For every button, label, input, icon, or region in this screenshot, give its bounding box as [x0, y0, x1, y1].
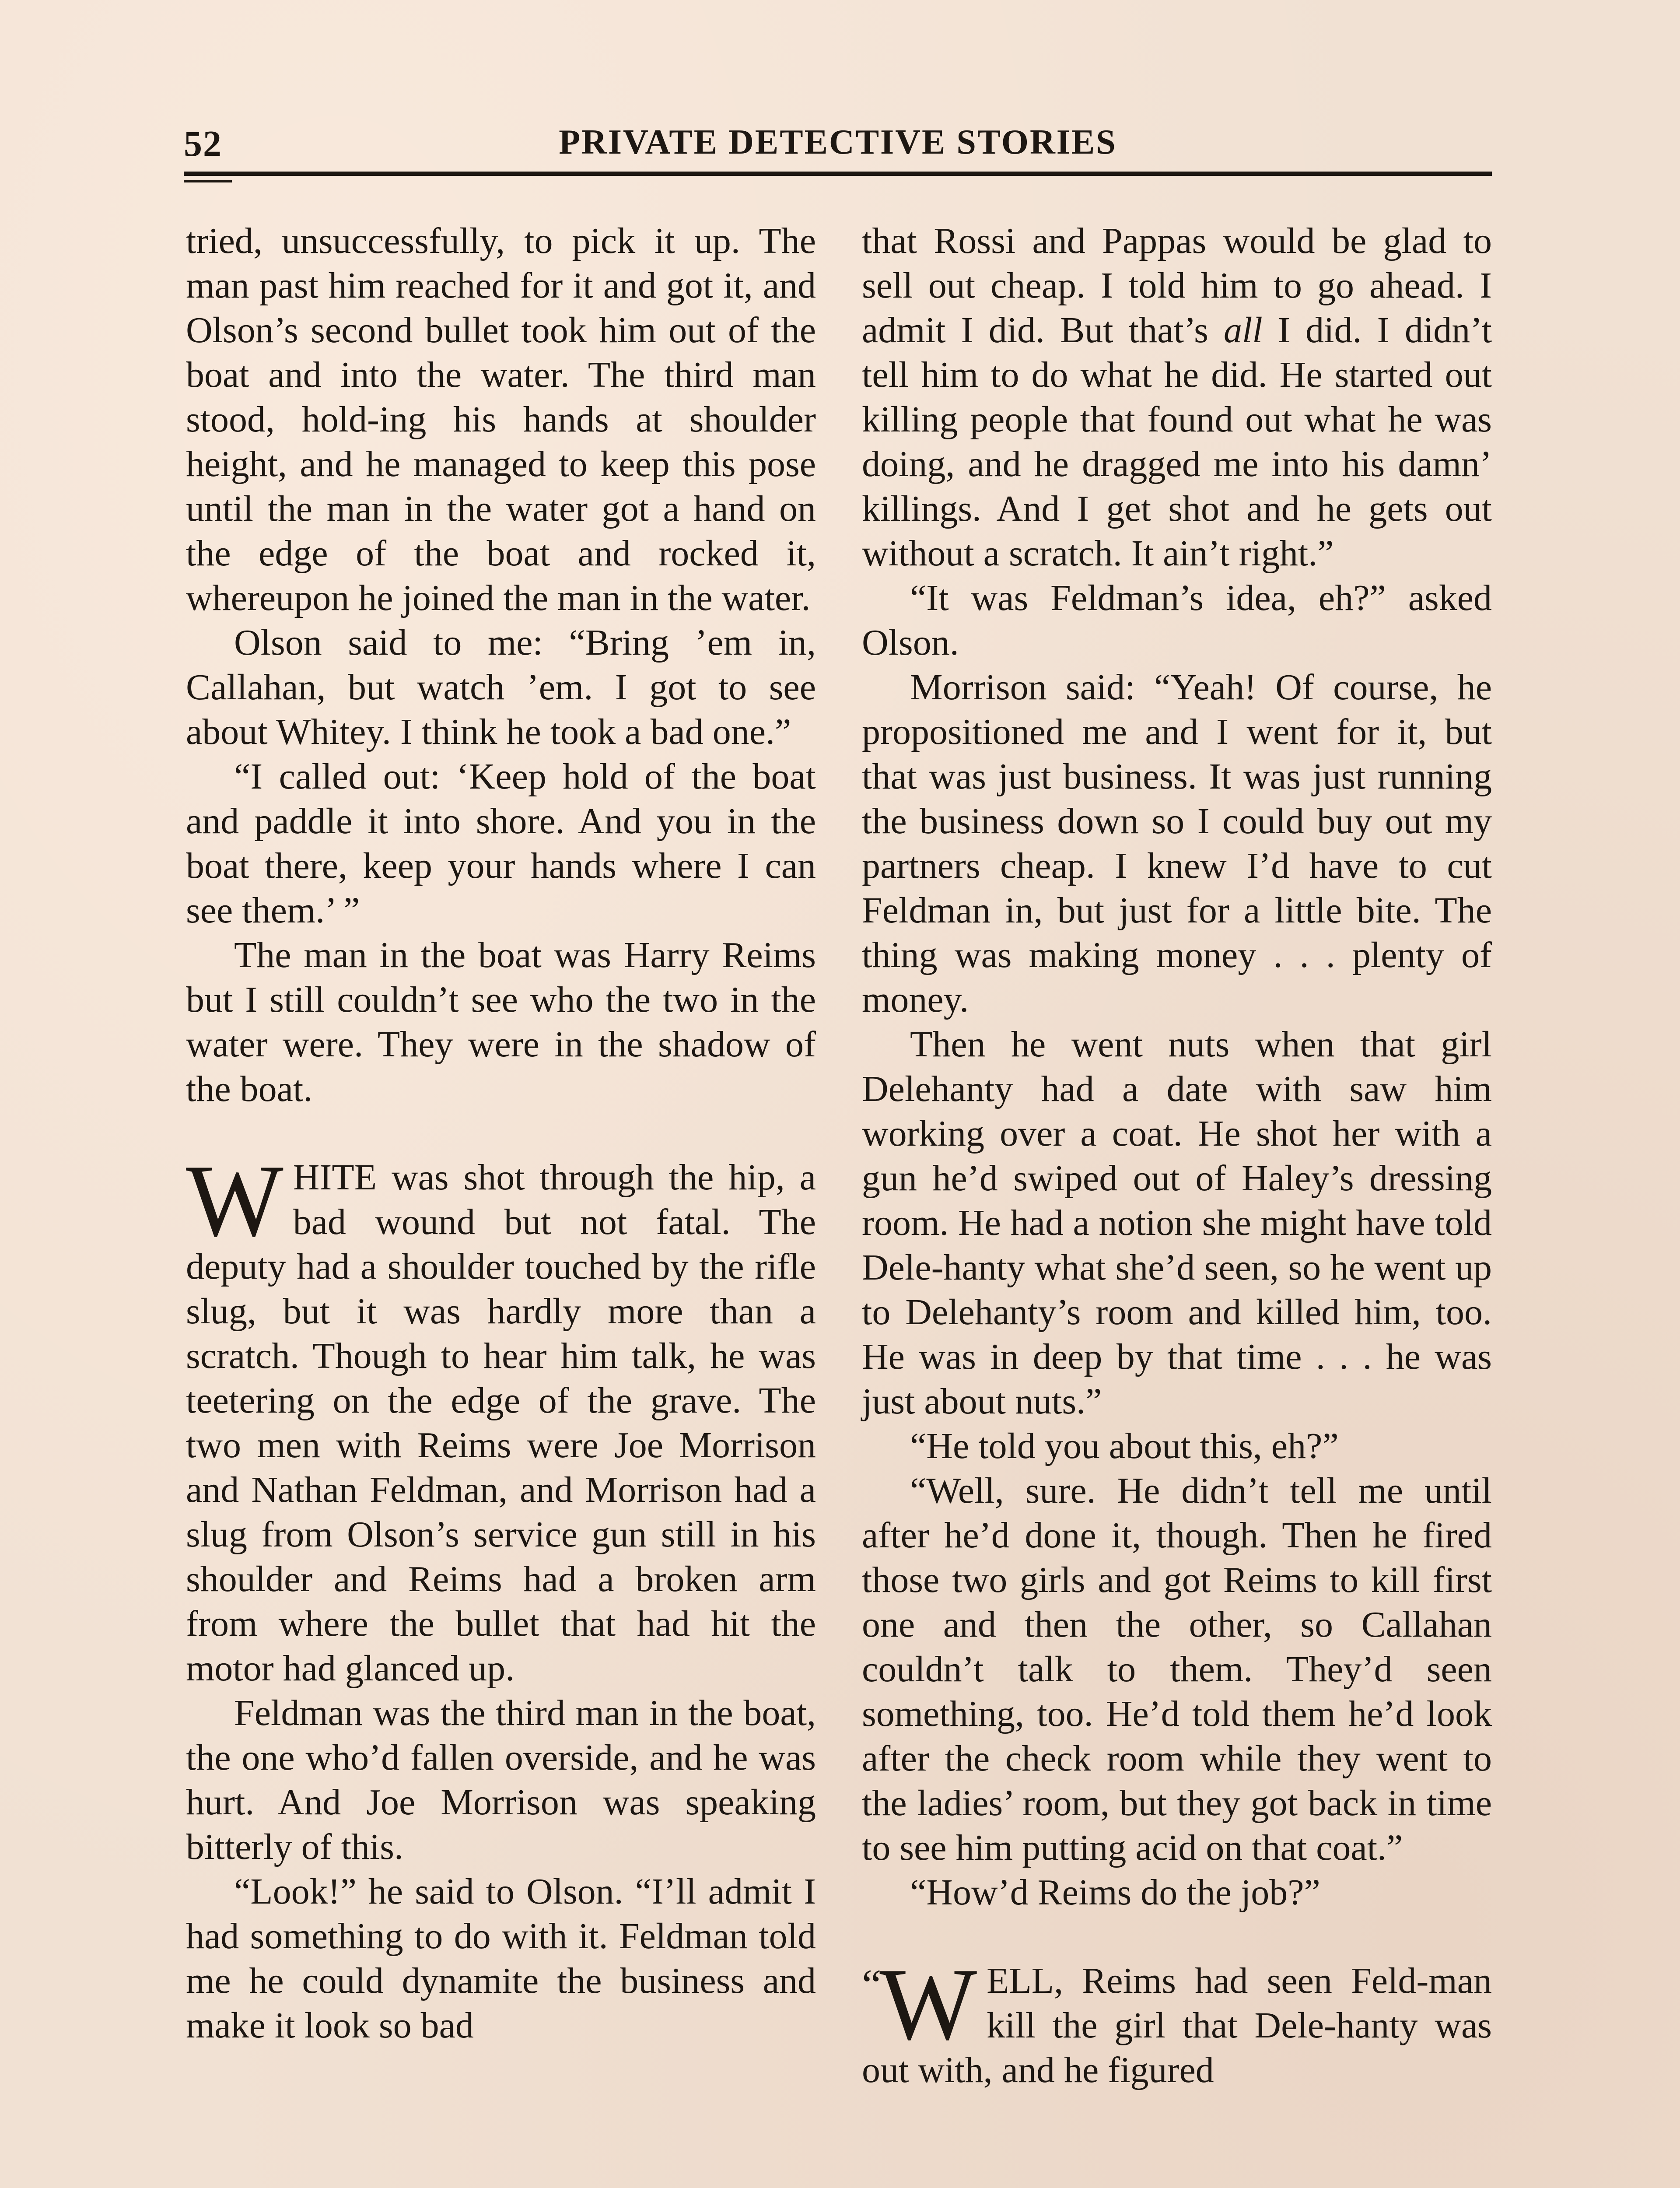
paragraph: “It was Feldman’s idea, eh?” asked Olson. — [862, 578, 1492, 663]
paragraph: Feldman was the third man in the boat, the one who’d fallen overside, and he was hurt. And Joe Morrison was speaking bitterly of this. — [186, 1693, 816, 1867]
running-title: PRIVATE DETECTIVE STORIES — [559, 123, 1117, 161]
paragraph: Olson said to me: “Bring ’em in, Callahan, but watch ’em. I got to see about Whitey. I think he took a bad one.” — [186, 622, 816, 752]
paragraph: Then he went nuts when that girl Delehanty had a date with saw him working over a coat. He shot her with a gun he’d swiped out of Haley’s dressing room. He had a notion she might have told Dele-hanty what she’d seen, so he went up to Delehanty’s room and killed him, too. He was in deep by that time . . . he was just about nuts.” — [862, 1024, 1492, 1422]
page-number: 52 — [184, 123, 222, 164]
paragraph: “Well, sure. He didn’t tell me until after he’d done it, though. Then he fired those two girls and got Reims to kill first one and then the other, so Callahan couldn’t talk to them. They’d seen something, too. He’d told them he’d look after the check room while they went to the ladies’ room, but they got back in time to see him putting acid on that coat.” — [862, 1470, 1492, 1868]
paragraph: tried, unsuccessfully, to pick it up. The man past him reached for it and got it, and Olson’s second bullet took him out of the boat and into the water. The third man stood, hold-ing his hands at shoulder height, and he managed to keep this pose until the man in the water got a hand on the edge of the boat and rocked it, whereupon he joined the man in the water. — [186, 221, 816, 618]
page-header — [184, 123, 1492, 162]
header-rule — [184, 172, 1492, 176]
left-column — [186, 219, 816, 2048]
paragraph: “How’d Reims do the job?” — [910, 1872, 1320, 1913]
emphasis-text: all — [1224, 310, 1263, 351]
paragraph-text: HITE was shot through the hip, a bad wound but not fatal. The deputy had a shoulder touched by the rifle slug, but it was hardly more than a scratch. Though to hear him talk, he was teetering on the edge of the grave. The two men with Reims were Joe Morrison and Nathan Feldman, and Morrison had a slug from Olson’s service gun still in his shoulder and Reims had a broken arm from where the bullet that had hit the motor had glanced up. — [186, 1157, 816, 1689]
paragraph — [862, 219, 1492, 576]
paragraph-text: that Rossi and Pappas would be glad to sell out cheap. I told him to go ahead. I admit I did. But that’s — [862, 221, 1492, 351]
paragraph: “He told you about this, eh?” — [910, 1426, 1339, 1466]
paragraph-text: I did. I didn’t tell him to do what he did. He started out killing people that found out what he was doing, and he dragged me into his damn’ killings. And I get shot and he gets out without a scratch. It ain’t right.” — [862, 310, 1492, 574]
opening-quote: “ — [862, 1960, 882, 2009]
right-column — [862, 219, 1492, 2093]
drop-cap: W — [879, 1947, 977, 2062]
paragraph-text: ELL, Reims had seen Feld-man kill the girl that Dele-hanty was out with, and he figured — [862, 1960, 1492, 2090]
section-paragraph — [862, 1947, 1492, 2093]
paragraph: Morrison said: “Yeah! Of course, he propositioned me and I went for it, but that was just business. It was just running the business down so I could buy out my partners cheap. I knew I’d have to cut Feldman in, but just for a little bite. The thing was making money . . . plenty of money. — [862, 667, 1492, 1020]
paragraph: The man in the boat was Harry Reims but I still couldn’t see who the two in the water were. They were in the shadow of the boat. — [186, 935, 816, 1109]
section-paragraph — [186, 1144, 816, 1691]
drop-cap: W — [186, 1144, 284, 1258]
paragraph: “Look!” he said to Olson. “I’ll admit I had something to do with it. Feldman told me he could dynamite the business and make it look so bad — [186, 1871, 816, 2046]
header-rule-short — [184, 180, 232, 182]
paragraph: “I called out: ‘Keep hold of the boat and paddle it into shore. And you in the boat there, keep your hands where I can see them.’ ” — [186, 756, 816, 931]
